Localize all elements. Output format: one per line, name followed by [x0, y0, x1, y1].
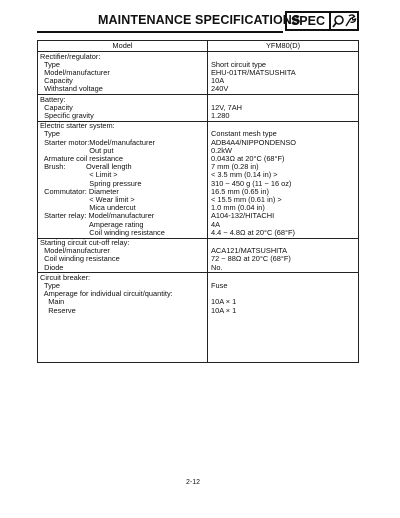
spec-value: ACA121/MATSUSHITA	[211, 246, 288, 256]
spec-label: Reserve	[40, 305, 76, 315]
spec-value: Short circuit type	[211, 59, 267, 69]
spec-value: 12V, 7AH	[211, 102, 242, 112]
spec-value: 10A × 1	[211, 297, 237, 307]
spec-label: Starter motor:Model/manufacturer	[40, 137, 156, 147]
spec-label: Commutator: Diameter	[40, 186, 119, 196]
page-number: 2-12	[186, 479, 201, 486]
spec-value: 1.280	[211, 110, 230, 120]
page-title: MAINTENANCE SPECIFICATIONS	[98, 13, 301, 27]
spec-value: 1.0 mm (0.04 in)	[211, 203, 265, 213]
spec-value: 72 ~ 88Ω at 20°C (68°F)	[211, 254, 291, 264]
spec-tag-label: SPEC	[287, 13, 331, 29]
spec-value: Fuse	[211, 280, 228, 290]
spec-label: Battery:	[40, 94, 66, 104]
spec-label: < Wear limit >	[40, 194, 135, 204]
spec-label: < Limit >	[40, 170, 118, 180]
spec-value: 4A	[211, 219, 221, 229]
spec-label: Type	[40, 59, 60, 69]
spec-value: 310 ~ 450 g (11 ~ 16 oz)	[211, 178, 292, 188]
spec-value: 0.043Ω at 20°C (68°F)	[211, 153, 285, 163]
spec-tag	[285, 11, 359, 31]
spec-label: Withstand voltage	[40, 84, 103, 94]
spec-label: Coil winding resistance	[40, 227, 165, 237]
spec-label: Electric starter system:	[40, 121, 115, 131]
spec-value: 4.4 ~ 4.8Ω at 20°C (68°F)	[211, 227, 295, 237]
spec-value: 240V	[211, 84, 229, 94]
spec-value: No.	[211, 262, 223, 272]
spec-label: Mica undercut	[40, 203, 136, 213]
spec-value: < 15.5 mm (0.61 in) >	[211, 194, 282, 204]
spec-label: Starting circuit cut-off relay:	[40, 237, 130, 247]
spec-value: Constant mesh type	[211, 129, 277, 139]
spec-value: 10A	[211, 76, 225, 86]
wrench-magnifier-icon	[331, 13, 357, 29]
column-divider	[207, 41, 208, 362]
spec-label: Capacity	[40, 102, 73, 112]
spec-label: Type	[40, 280, 60, 290]
spec-label: Rectifier/regulator:	[40, 51, 101, 61]
model-header: Model	[112, 41, 133, 50]
spec-label: Amperage rating	[40, 219, 144, 229]
spec-value: 7 mm (0.28 in)	[211, 162, 259, 172]
spec-label: Coil winding resistance	[40, 254, 120, 264]
spec-value: EHU-01TR/MATSUSHITA	[211, 67, 296, 77]
spec-label: Model/manufacturer	[40, 67, 110, 77]
spec-label: Model/manufacturer	[40, 246, 110, 256]
spec-label: Specific gravity	[40, 110, 94, 120]
yfm80-header: YFM80(D)	[265, 41, 301, 50]
spec-label: Circuit breaker:	[40, 272, 91, 282]
spec-label: Capacity	[40, 76, 73, 86]
spec-value: A104-132/HITACHI	[211, 211, 275, 221]
spec-value: 16.5 mm (0.65 in)	[211, 186, 269, 196]
spec-value: ADB4A4/NIPPONDENSO	[211, 137, 297, 147]
spec-label: Diode	[40, 262, 64, 272]
spec-label: Out put	[40, 145, 114, 155]
spec-table	[37, 40, 359, 363]
title-underline	[37, 31, 283, 33]
spec-label: Amperage for individual circuit/quantity:	[40, 289, 173, 299]
spec-label: Main	[40, 297, 65, 307]
spec-value: 0.2kW	[211, 145, 232, 155]
spec-label: Type	[40, 129, 60, 139]
spec-label: Starter relay: Model/manufacturer	[40, 211, 155, 221]
spec-label: Spring pressure	[40, 178, 142, 188]
spec-value: 10A × 1	[211, 305, 237, 315]
section-divider	[38, 94, 358, 95]
spec-label: Brush: Overall length	[40, 162, 132, 172]
spec-label: Armature coil resistance	[40, 153, 123, 163]
spec-value: < 3.5 mm (0.14 in) >	[211, 170, 278, 180]
